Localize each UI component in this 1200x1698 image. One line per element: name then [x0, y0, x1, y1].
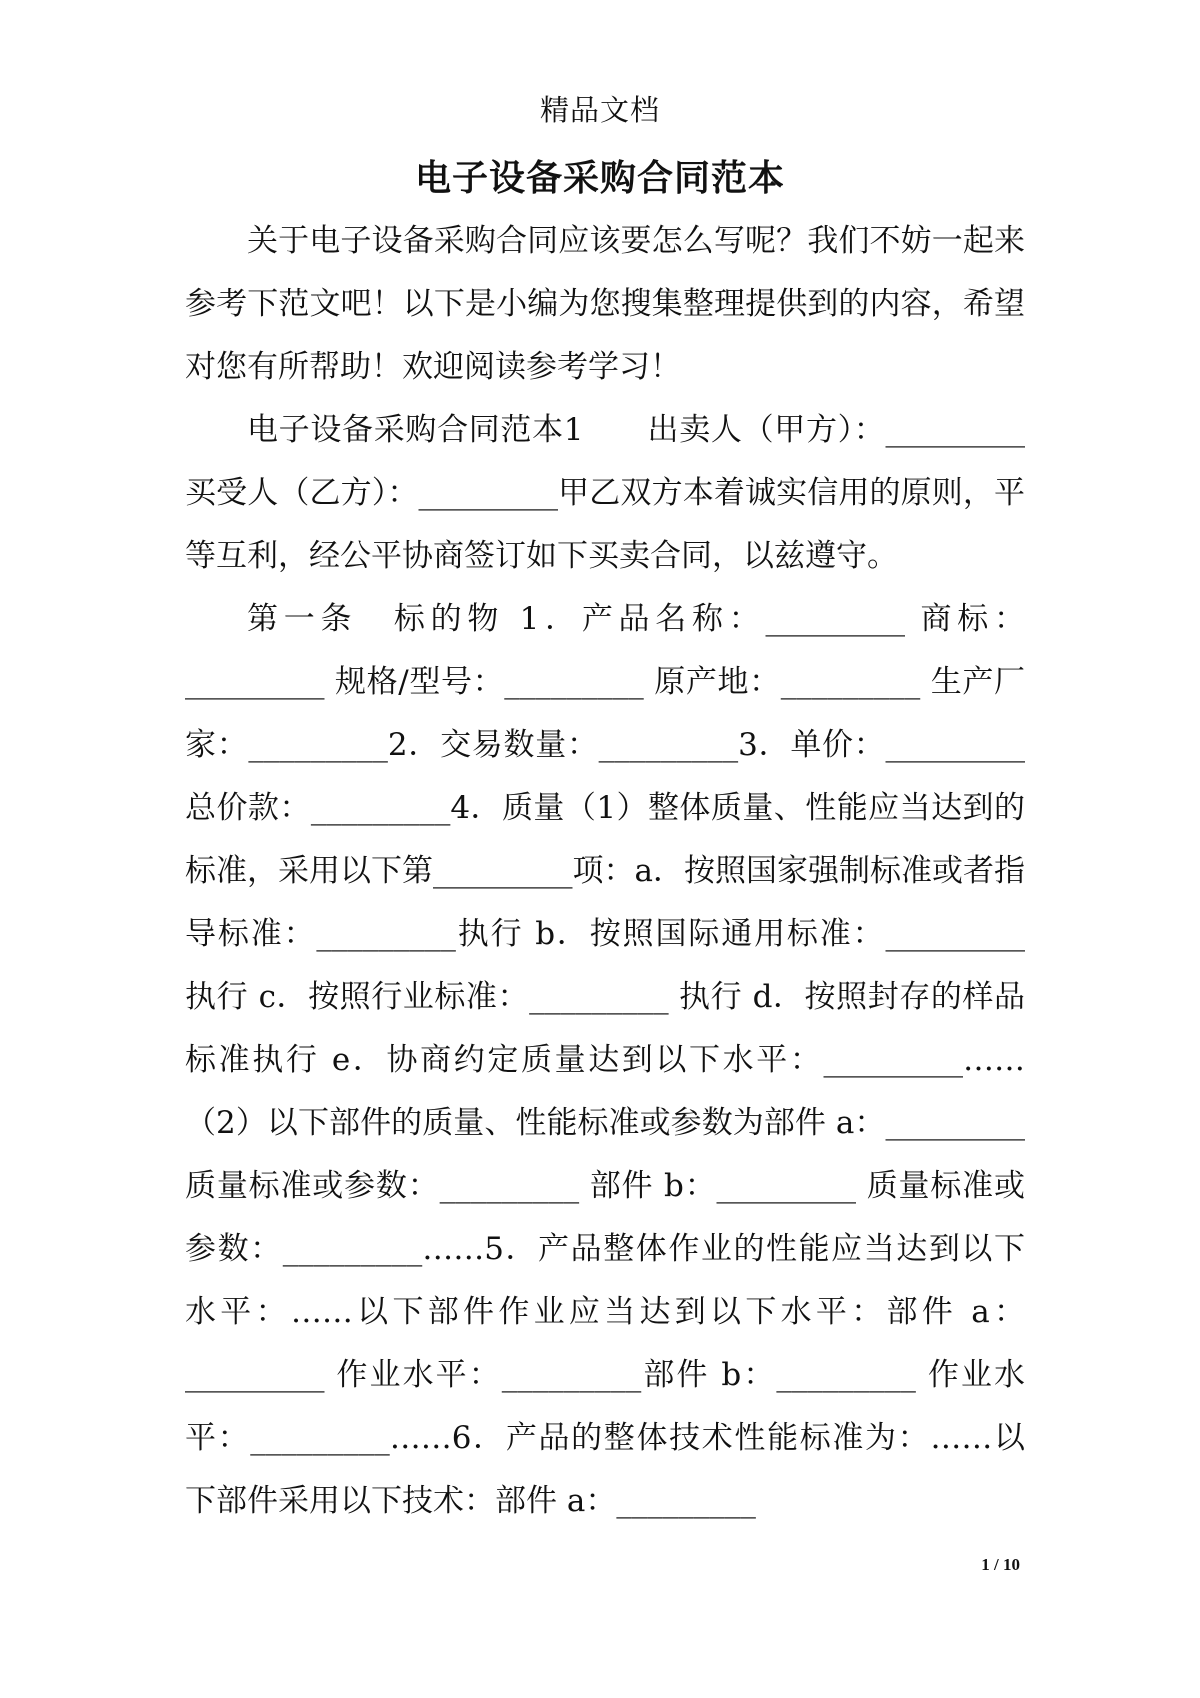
page-number: 1 / 10: [981, 1555, 1020, 1574]
paragraph-intro: 关于电子设备采购合同应该要怎么写呢？我们不妨一起来参考下范文吧！以下是小编为您搜集整理提供到的内容，希望对您有所帮助！欢迎阅读参考学习！: [185, 223, 1025, 385]
paragraph-parties: 电子设备采购合同范本1 出卖人（甲方）：_________买受人（乙方）：_________甲乙双方本着诚实信用的原则，平等互利，经公平协商签订如下买卖合同，以兹遵守。: [185, 412, 1025, 574]
document-body: [185, 210, 1025, 1533]
document-title: 电子设备采购合同范本: [414, 157, 785, 199]
paragraph-article-one: 第一条 标的物 1．产品名称：_________ 商标：_________ 规格/型号：_________ 原产地：_________ 生产厂家：_________2．交易数量：_________3．单价：_________ 总价款：_________4．质量（1）整体质量、性能应当达到的标准，采用以下第_________项：a．按照国家强制标准或者指导标准：_________执行 b．按照国际通用标准：_________ 执行 c．按照行业标准：_________ 执行 d．按照封存的样品标准执行 e．协商约定质量达到以下水平：_________……（2）以下部件的质量、性能标准或参数为部件 a：_________ 质量标准或参数：_________ 部件 b：_________ 质量标准或参数：_________……5．产品整体作业的性能应当达到以下水平：……以下部件作业应当达到以下水平：部件 a：_________ 作业水平：_________部件 b：_________ 作业水平：_________……6．产品的整体技术性能标准为：……以下部件采用以下技术：部件 a：_________: [185, 601, 1025, 1519]
page-header: 精品文档: [539, 93, 660, 127]
